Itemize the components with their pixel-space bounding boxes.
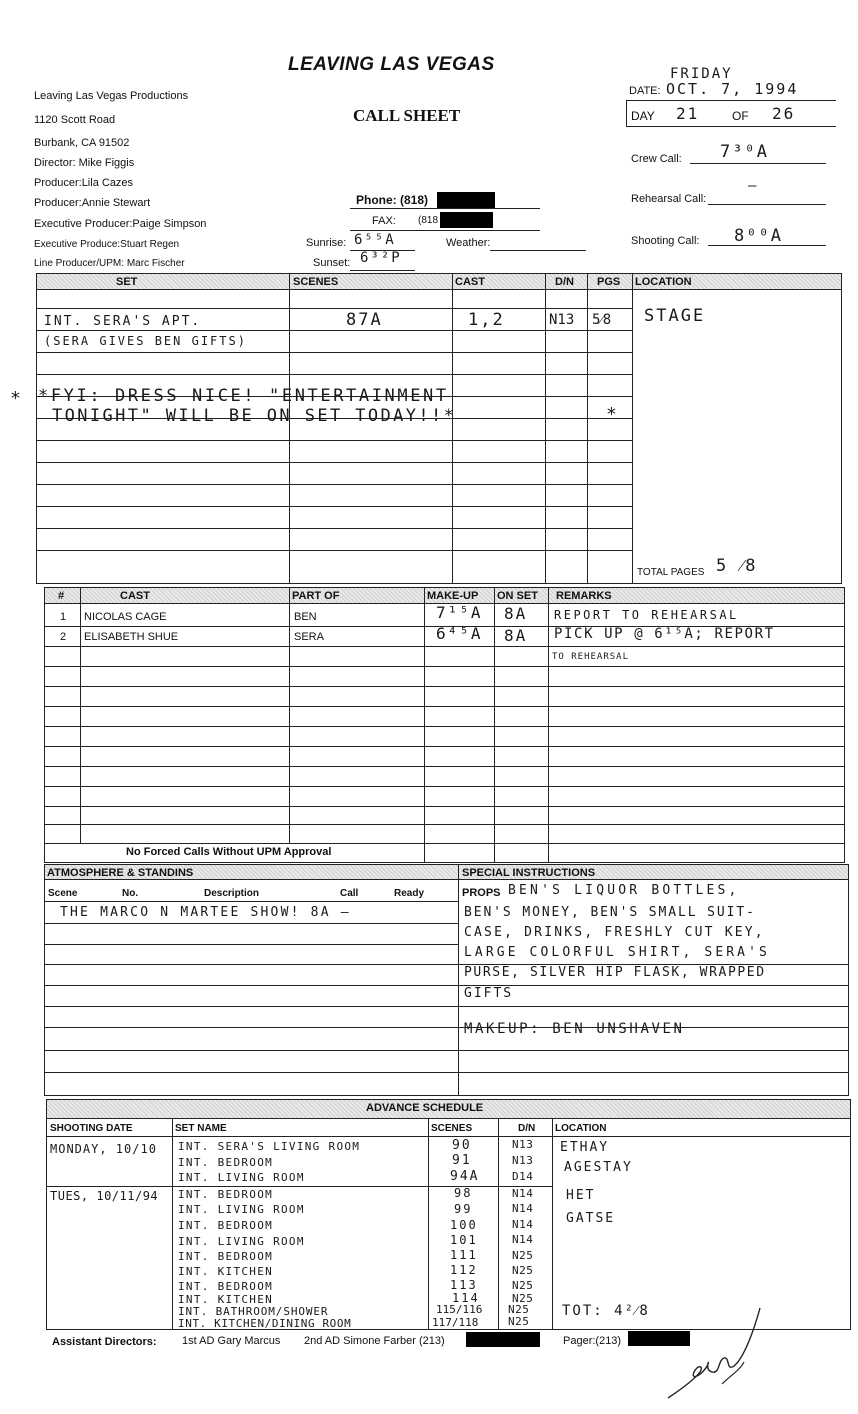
adv-dn: N25 bbox=[508, 1303, 530, 1316]
adv-date-monday: MONDAY, 10/10 bbox=[50, 1142, 157, 1156]
director: Director: Mike Figgis bbox=[34, 157, 135, 169]
production-title: LEAVING LAS VEGAS bbox=[288, 54, 495, 75]
producer-1: Producer:Lila Cazes bbox=[34, 177, 134, 189]
adv-location-1: ETHAY bbox=[560, 1140, 610, 1155]
scene-cast: 1,2 bbox=[468, 310, 505, 330]
cast-num: 1 bbox=[60, 611, 67, 623]
cast-makeup-time: 6⁴⁵A bbox=[436, 624, 483, 643]
total-days: 26 bbox=[772, 104, 796, 123]
producer-2: Producer:Annie Stewart bbox=[34, 197, 151, 209]
adv-set: INT. SERA'S LIVING ROOM bbox=[178, 1140, 361, 1153]
crew-call-value: 7³⁰A bbox=[720, 142, 769, 162]
adv-set: INT. KITCHEN bbox=[178, 1293, 274, 1306]
props-line-6: GIFTS bbox=[464, 986, 514, 1001]
cast-part: SERA bbox=[294, 631, 324, 643]
adv-dn: N14 bbox=[512, 1202, 534, 1215]
forced-calls-note: No Forced Calls Without UPM Approval bbox=[126, 846, 332, 858]
special-instructions-header: SPECIAL INSTRUCTIONS bbox=[462, 867, 596, 879]
scene-number: 87A bbox=[346, 310, 383, 330]
call-sheet-label: CALL SHEET bbox=[353, 106, 461, 125]
adv-scene: 99 bbox=[454, 1202, 473, 1216]
adv-dn: N25 bbox=[512, 1292, 534, 1305]
adv-scene: 112 bbox=[450, 1263, 478, 1277]
cast-name: NICOLAS CAGE bbox=[84, 611, 167, 623]
adv-dn: N25 bbox=[512, 1249, 534, 1262]
sunset-value: 6³²P bbox=[360, 250, 402, 266]
adv-dn: N13 bbox=[512, 1138, 534, 1151]
cast-remarks-continued: TO REHEARSAL bbox=[552, 652, 630, 662]
total-pages-value: 5 ⁄8 bbox=[716, 556, 758, 576]
atmo-col-no: No. bbox=[122, 888, 139, 899]
second-ad: 2nd AD Simone Farber (213) bbox=[304, 1335, 445, 1347]
cast-onset-time: 8A bbox=[504, 604, 528, 623]
adv-location-4: GATSE bbox=[566, 1211, 616, 1226]
cast-onset-time: 8A bbox=[504, 626, 528, 645]
fax-label: FAX: bbox=[372, 215, 396, 227]
fax-prefix: (818 bbox=[418, 215, 439, 226]
cast-header-part: PART OF bbox=[292, 590, 340, 602]
cast-header-onset: ON SET bbox=[497, 590, 538, 602]
signature-mark bbox=[660, 1300, 770, 1410]
shooting-call-label: Shooting Call: bbox=[631, 235, 700, 247]
phone-redaction bbox=[437, 192, 495, 208]
adv-dn: N25 bbox=[512, 1264, 534, 1277]
adv-set: INT. BEDROOM bbox=[178, 1280, 274, 1293]
adv-scene: 113 bbox=[450, 1278, 478, 1292]
header-scenes: SCENES bbox=[293, 276, 339, 288]
pager: Pager:(213) bbox=[563, 1335, 622, 1347]
set-line-1: INT. SERA'S APT. bbox=[44, 314, 202, 329]
of-label: OF bbox=[732, 109, 749, 123]
adv-scene: 91 bbox=[452, 1153, 472, 1168]
scene-pages: 5⁄8 bbox=[592, 312, 612, 328]
adv-scene: 115/116 bbox=[436, 1303, 483, 1316]
date-label: DATE: bbox=[629, 85, 661, 97]
adv-set: INT. BEDROOM bbox=[178, 1219, 274, 1232]
adv-header-set: SET NAME bbox=[175, 1123, 227, 1134]
day-of-week: FRIDAY bbox=[670, 66, 733, 82]
adv-date-tuesday: TUES, 10/11/94 bbox=[50, 1189, 159, 1203]
adv-location-3: HET bbox=[566, 1188, 596, 1203]
cast-name: ELISABETH SHUE bbox=[84, 631, 179, 643]
rehearsal-call-label: Rehearsal Call: bbox=[631, 193, 707, 205]
adv-dn: N14 bbox=[512, 1218, 534, 1231]
props-line-2: BEN'S MONEY, BEN'S SMALL SUIT- bbox=[464, 905, 756, 920]
atmosphere-header: ATMOSPHERE & STANDINS bbox=[47, 867, 194, 879]
props-line-4: LARGE COLORFUL SHIRT, SERA'S bbox=[464, 945, 770, 960]
atmo-col-call: Call bbox=[340, 888, 359, 899]
atmo-col-description: Description bbox=[204, 888, 260, 899]
executive-producer-2: Executive Produce:Stuart Regen bbox=[34, 239, 180, 250]
cast-num: 2 bbox=[60, 631, 67, 643]
cast-remarks: PICK UP @ 6¹⁵A; REPORT bbox=[554, 626, 775, 642]
adv-scene: 98 bbox=[454, 1186, 473, 1200]
rehearsal-call-value: — bbox=[748, 178, 759, 194]
props-line-3: CASE, DRINKS, FRESHLY CUT KEY, bbox=[464, 925, 765, 940]
company-street: 1120 Scott Road bbox=[34, 114, 116, 126]
header-pgs: PGS bbox=[597, 276, 621, 288]
adv-header-scenes: SCENES bbox=[431, 1123, 473, 1134]
makeup-instruction: MAKEUP: BEN UNSHAVEN bbox=[464, 1021, 685, 1037]
fyi-note-line-2: TONIGHT" WILL BE ON SET TODAY!!* bbox=[52, 406, 457, 426]
cast-part: BEN bbox=[294, 611, 317, 623]
atmo-col-ready: Ready bbox=[394, 888, 425, 899]
header-location: LOCATION bbox=[635, 276, 692, 288]
cast-header-remarks: REMARKS bbox=[556, 590, 612, 602]
adv-set: INT. LIVING ROOM bbox=[178, 1235, 305, 1248]
sunset-label: Sunset: bbox=[313, 257, 351, 269]
adv-set: INT. BEDROOM bbox=[178, 1250, 274, 1263]
adv-location-2: AGESTAY bbox=[564, 1160, 633, 1175]
star-right: * bbox=[606, 404, 619, 425]
assistant-directors-label: Assistant Directors: bbox=[52, 1336, 157, 1348]
adv-dn: N14 bbox=[512, 1187, 534, 1200]
cast-header-num: # bbox=[58, 590, 65, 602]
executive-producer-1: Executive Producer:Paige Simpson bbox=[34, 218, 207, 230]
adv-dn: N25 bbox=[508, 1315, 530, 1328]
company-name: Leaving Las Vegas Productions bbox=[34, 90, 189, 102]
atmo-col-scene: Scene bbox=[48, 888, 78, 899]
adv-total: TOT: 4²⁄8 bbox=[562, 1303, 650, 1319]
header-dn: D/N bbox=[555, 276, 574, 288]
second-ad-phone-redaction bbox=[466, 1332, 540, 1347]
adv-scene: 90 bbox=[452, 1138, 472, 1153]
fyi-note-line-1: *FYI: DRESS NICE! "ENTERTAINMENT bbox=[38, 386, 449, 406]
day-number: 21 bbox=[676, 104, 700, 123]
date-value: OCT. 7, 1994 bbox=[666, 80, 799, 98]
scene-location: STAGE bbox=[644, 306, 706, 326]
adv-set: INT. LIVING ROOM bbox=[178, 1203, 305, 1216]
header-cast: CAST bbox=[455, 276, 485, 288]
fax-redaction bbox=[440, 212, 493, 228]
day-label: DAY bbox=[631, 109, 655, 123]
advance-schedule-header: ADVANCE SCHEDULE bbox=[366, 1102, 484, 1114]
header-set: SET bbox=[116, 276, 138, 288]
crew-call-label: Crew Call: bbox=[631, 153, 682, 165]
weather-label: Weather: bbox=[446, 237, 491, 249]
star-left: * bbox=[10, 388, 23, 409]
cast-header-cast: CAST bbox=[120, 590, 150, 602]
props-line-1: BEN'S LIQUOR BOTTLES, bbox=[508, 883, 740, 898]
adv-header-location: LOCATION bbox=[555, 1123, 607, 1134]
adv-set: INT. KITCHEN/DINING ROOM bbox=[178, 1317, 352, 1330]
adv-set: INT. LIVING ROOM bbox=[178, 1171, 305, 1184]
total-pages-label: TOTAL PAGES bbox=[637, 567, 705, 578]
company-city: Burbank, CA 91502 bbox=[34, 137, 130, 149]
adv-set: INT. BEDROOM bbox=[178, 1156, 274, 1169]
adv-scene: 114 bbox=[452, 1291, 480, 1305]
sunrise-label: Sunrise: bbox=[306, 237, 347, 249]
cast-header-makeup: MAKE-UP bbox=[427, 590, 479, 602]
line-producer: Line Producer/UPM: Marc Fischer bbox=[34, 258, 185, 269]
adv-set: INT. KITCHEN bbox=[178, 1265, 274, 1278]
scene-dn: N13 bbox=[549, 312, 575, 328]
adv-scene: 100 bbox=[450, 1218, 478, 1232]
adv-scene: 117/118 bbox=[432, 1316, 479, 1329]
first-ad: 1st AD Gary Marcus bbox=[182, 1335, 281, 1347]
set-line-2: (SERA GIVES BEN GIFTS) bbox=[44, 334, 247, 348]
adv-scene: 101 bbox=[450, 1233, 478, 1247]
adv-dn: D14 bbox=[512, 1170, 534, 1183]
atmosphere-row-1: THE MARCO N MARTEE SHOW! 8A — bbox=[60, 905, 351, 920]
adv-dn: N14 bbox=[512, 1233, 534, 1246]
adv-header-date: SHOOTING DATE bbox=[50, 1123, 133, 1134]
adv-scene: 94A bbox=[450, 1169, 480, 1184]
adv-header-dn: D/N bbox=[518, 1123, 536, 1134]
sunrise-value: 6⁵⁵A bbox=[354, 232, 396, 248]
phone-label: Phone: (818) bbox=[356, 193, 429, 207]
adv-scene: 111 bbox=[450, 1248, 478, 1262]
adv-dn: N25 bbox=[512, 1279, 534, 1292]
adv-dn: N13 bbox=[512, 1154, 534, 1167]
cast-remarks: REPORT TO REHEARSAL bbox=[554, 608, 739, 622]
adv-set: INT. BATHROOM/SHOWER bbox=[178, 1305, 329, 1318]
props-line-5: PURSE, SILVER HIP FLASK, WRAPPED bbox=[464, 965, 766, 980]
adv-set: INT. BEDROOM bbox=[178, 1188, 274, 1201]
shooting-call-value: 8⁰⁰A bbox=[734, 226, 783, 246]
props-label: PROPS bbox=[462, 887, 501, 899]
cast-makeup-time: 7¹⁵A bbox=[436, 603, 483, 622]
